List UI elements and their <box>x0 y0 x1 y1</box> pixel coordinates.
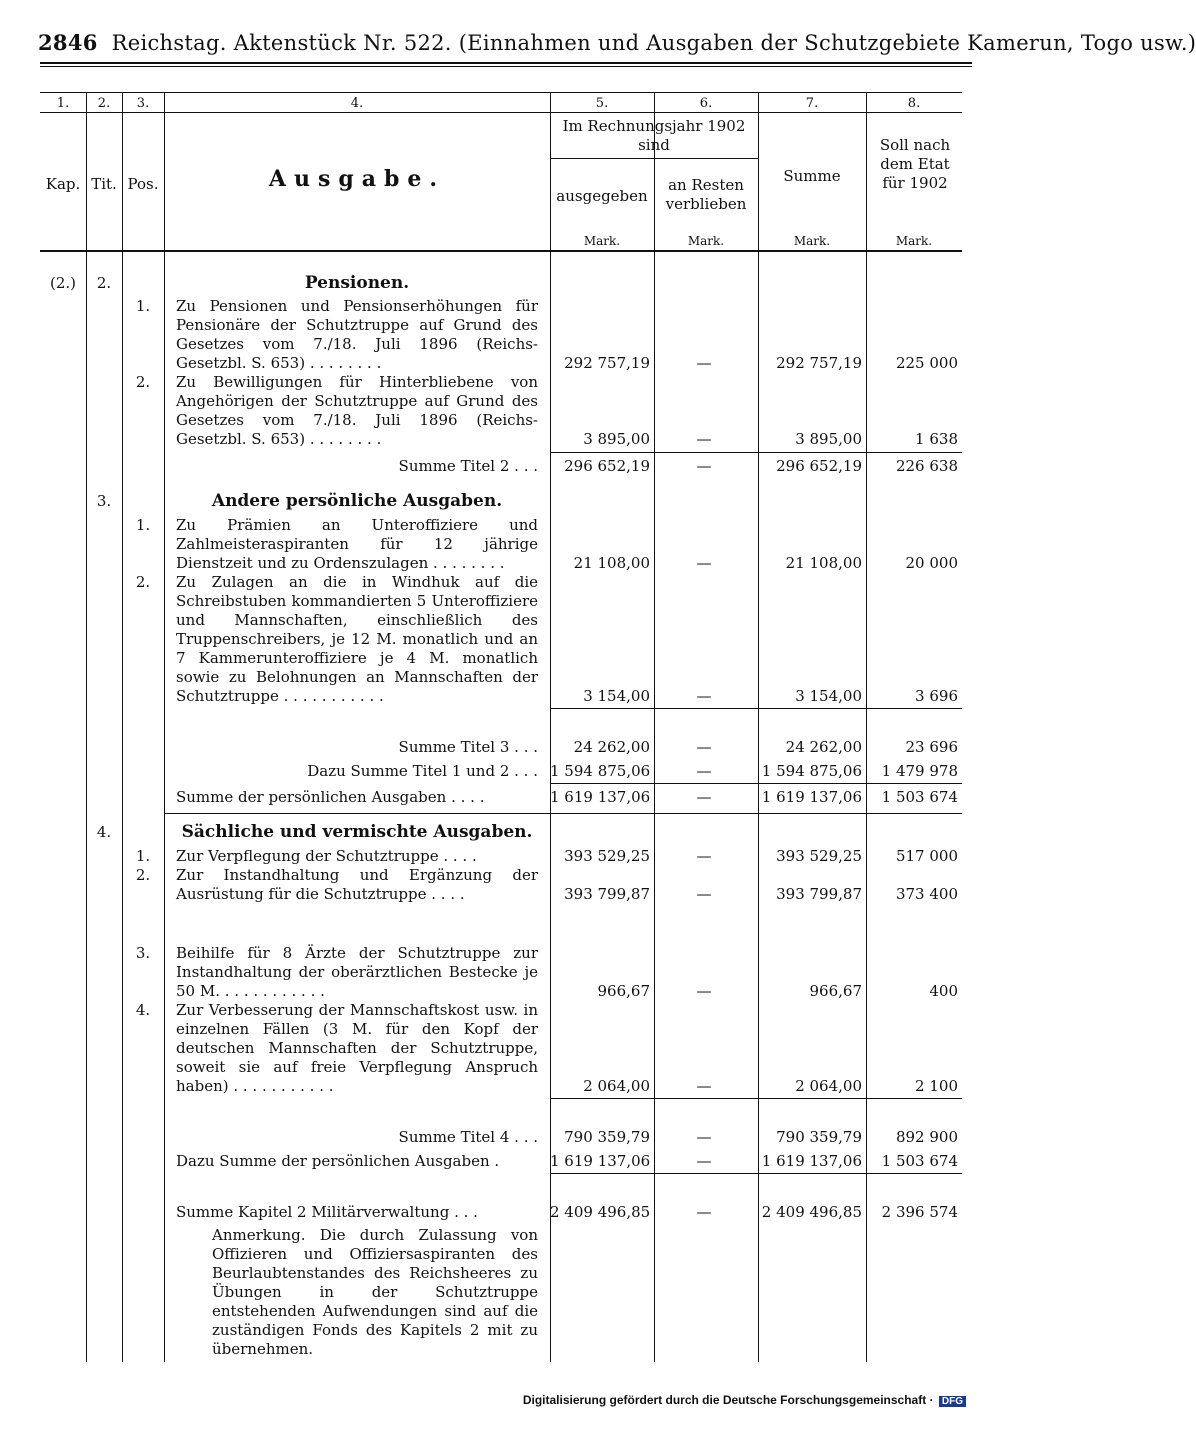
tit-2: 2. <box>96 274 112 292</box>
col-number-5: 5. <box>595 96 609 111</box>
r8-c6: — <box>696 1077 712 1095</box>
r5-c8: 517 000 <box>895 847 958 865</box>
summe-persoenliche-label: Summe der persönlichen Ausgaben . . . . <box>176 788 485 806</box>
footer-text: Digitalisierung gefördert durch die Deutsche Forschungsgemeinschaft <box>522 1393 927 1407</box>
pos-1a: 1. <box>135 297 151 315</box>
r1-c7: 292 757,19 <box>776 354 862 372</box>
r2-c6: — <box>696 430 712 448</box>
r3-c8: 20 000 <box>905 554 958 572</box>
r2-c7: 3 895,00 <box>795 430 862 448</box>
r5-c7: 393 529,25 <box>776 847 862 865</box>
section-saechliche: Sächliche und vermischte Ausgaben. <box>181 822 533 842</box>
row-zulagen-text: Zu Zulagen an die in Windhuk auf die Schreibstuben kommandierten 5 Unteroffiziere und Mannschaften, einschließlich des Truppenschreibers, je 12 M. monatlich und an 7 Kammerunteroffiziere je 4 M. monatlich sowie zu Belohnungen an Mannschaften der Schutztruppe . . . . . . . . . . . <box>176 573 538 705</box>
header-summe: Summe <box>783 167 841 185</box>
col-divider-4 <box>550 92 551 1362</box>
r2-c8: 1 638 <box>915 430 958 448</box>
row-hinterbliebene-text: Zu Bewilligungen für Hinterbliebene von Angehörigen der Schutztruppe auf Grund des Gesetzes vom 7./18. Juli 1896 (Reichs-Gesetzbl. S. 653) . . . . . . . . <box>176 373 538 448</box>
st4-c6: — <box>696 1128 712 1146</box>
r8-c8: 2 100 <box>915 1077 958 1095</box>
tit-4: 4. <box>96 823 112 841</box>
sum-rule-t4 <box>550 1098 962 1099</box>
dazu-titel-1-2-label: Dazu Summe Titel 1 und 2 . . . <box>307 762 538 780</box>
unit-col8: Mark. <box>895 234 933 248</box>
header-ausgabe: Ausgabe. <box>268 166 446 192</box>
row-pensionen-text: Zu Pensionen und Pensionserhöhungen für Pensionäre der Schutztruppe auf Grund des Gesetzes vom 7./18. Juli 1896 (Reichs-Gesetzbl. S. 653) . . . . . . . . <box>176 297 538 372</box>
r1-c8: 225 000 <box>895 354 958 372</box>
st3-c5: 24 262,00 <box>573 738 650 756</box>
r3-c5: 21 108,00 <box>573 554 650 572</box>
r6-c5: 393 799,87 <box>564 885 650 903</box>
section-andere: Andere persönliche Ausgaben. <box>211 491 503 511</box>
page-header <box>38 30 1196 55</box>
summe-titel-4-label: Summe Titel 4 . . . <box>398 1128 538 1146</box>
unit-col6: Mark. <box>687 234 725 248</box>
header-rule <box>40 62 972 64</box>
col-divider-6 <box>758 92 759 1362</box>
dazu-persoenliche-label: Dazu Summe der persönlichen Ausgaben . <box>176 1152 500 1170</box>
header-rule-thin <box>40 66 972 67</box>
r6-c8: 373 400 <box>895 885 958 903</box>
dazu12-c8: 1 479 978 <box>881 762 958 780</box>
footer-credit: Digitalisierung gefördert durch die Deutsche Forschungsgemeinschaft · DFG <box>523 1393 966 1407</box>
col-number-1: 1. <box>56 96 70 111</box>
dazu12-c6: — <box>696 762 712 780</box>
r4-c8: 3 696 <box>915 687 958 705</box>
row-instandhaltung-text: Zur Instandhaltung und Ergänzung der Ausrüstung für die Schutztruppe . . . . <box>176 866 538 903</box>
r3-c7: 21 108,00 <box>785 554 862 572</box>
st2-c5: 296 652,19 <box>564 457 650 475</box>
summe-titel-2-label: Summe Titel 2 . . . <box>398 457 538 475</box>
st2-c6: — <box>696 457 712 475</box>
header-soll: Soll nach dem Etat für 1902 <box>879 136 951 192</box>
pos-1b: 1. <box>135 516 151 534</box>
col-number-3: 3. <box>136 96 150 111</box>
sum-rule-t2 <box>550 452 962 453</box>
st3-c7: 24 262,00 <box>785 738 862 756</box>
r7-c6: — <box>696 982 712 1000</box>
tit-3: 3. <box>96 492 112 510</box>
row-mannschaftskost-text: Zur Verbesserung der Mannschaftskost usw. in einzelnen Fällen (3 M. für den Kopf der deutschen Mannschaften der Schutztruppe, soweit sie auf freie Verpflegung Anspruch haben) . . . . . . . . . . . <box>176 1001 538 1095</box>
r7-c8: 400 <box>929 982 958 1000</box>
page-number: 2846 <box>38 30 98 55</box>
spa-c5: 1 619 137,06 <box>550 788 651 806</box>
pos-4c: 4. <box>135 1001 151 1019</box>
anmerkung-text: Anmerkung. Die durch Zulassung von Offizieren und Offiziersaspiranten des Beurlaubtenstandes des Reichsheeres zu Übungen in der Schutztruppe entstehenden Aufwendungen sind auf die zuständigen Fonds des Kapitels 2 mit zu übernehmen. <box>212 1226 538 1358</box>
r2-c5: 3 895,00 <box>583 430 650 448</box>
col-divider-5 <box>654 92 655 1362</box>
dazu12-c7: 1 594 875,06 <box>761 762 862 780</box>
dazupa-c8: 1 503 674 <box>881 1152 958 1170</box>
summe-titel-3-label: Summe Titel 3 . . . <box>398 738 538 756</box>
sum-rule-pa <box>550 783 962 784</box>
pos-3c: 3. <box>135 944 151 962</box>
pos-2c: 2. <box>135 866 151 884</box>
row-verpflegung-text: Zur Verpflegung der Schutztruppe . . . . <box>176 847 477 865</box>
col-number-4: 4. <box>350 96 364 111</box>
col-number-8: 8. <box>907 96 921 111</box>
st4-c5: 790 359,79 <box>564 1128 650 1146</box>
col-divider-7 <box>866 92 867 1362</box>
dazu12-c5: 1 594 875,06 <box>550 762 651 780</box>
st3-c6: — <box>696 738 712 756</box>
kap-2: (2.) <box>49 274 76 292</box>
col-number-6: 6. <box>699 96 713 111</box>
summe-kapitel-label: Summe Kapitel 2 Militärverwaltung . . . <box>176 1203 478 1221</box>
col-number-7: 7. <box>805 96 819 111</box>
header-tit: Tit. <box>91 175 117 193</box>
skap-c5: 2 409 496,85 <box>550 1203 651 1221</box>
skap-c7: 2 409 496,85 <box>761 1203 862 1221</box>
st2-c8: 226 638 <box>895 457 958 475</box>
r4-c6: — <box>696 687 712 705</box>
r7-c7: 966,67 <box>809 982 862 1000</box>
r6-c6: — <box>696 885 712 903</box>
spa-c7: 1 619 137,06 <box>761 788 862 806</box>
r5-c5: 393 529,25 <box>564 847 650 865</box>
header-resten: an Resten verblieben <box>665 176 747 213</box>
sum-rule-t3 <box>550 708 962 709</box>
col-divider-2 <box>122 92 123 1362</box>
r4-c7: 3 154,00 <box>795 687 862 705</box>
unit-col5: Mark. <box>583 234 621 248</box>
table-top-rule <box>40 92 962 93</box>
header-text: Reichstag. Aktenstück Nr. 522. (Einnahmen und Ausgaben der Schutzgebiete Kamerun, Togo usw.) <box>111 31 1196 55</box>
st4-c7: 790 359,79 <box>776 1128 862 1146</box>
header-ausgegeben: ausgegeben <box>556 187 648 205</box>
st4-c8: 892 900 <box>895 1128 958 1146</box>
r1-c5: 292 757,19 <box>564 354 650 372</box>
pos-1c: 1. <box>135 847 151 865</box>
spa-c6: — <box>696 788 712 806</box>
r7-c5: 966,67 <box>597 982 650 1000</box>
st3-c8: 23 696 <box>905 738 958 756</box>
st2-c7: 296 652,19 <box>776 457 862 475</box>
skap-c8: 2 396 574 <box>881 1203 958 1221</box>
header-kap: Kap. <box>45 175 81 193</box>
r4-c5: 3 154,00 <box>583 687 650 705</box>
col-number-2: 2. <box>97 96 111 111</box>
r3-c6: — <box>696 554 712 572</box>
r1-c6: — <box>696 354 712 372</box>
r8-c5: 2 064,00 <box>583 1077 650 1095</box>
spa-c8: 1 503 674 <box>881 788 958 806</box>
skap-c6: — <box>696 1203 712 1221</box>
dfg-logo: DFG <box>939 1396 966 1407</box>
pos-2b: 2. <box>135 573 151 591</box>
section-pensionen: Pensionen. <box>304 273 410 293</box>
row-praemien-text: Zu Prämien an Unteroffiziere und Zahlmeisteraspiranten für 12 jährige Dienstzeit und zu Ordenszulagen . . . . . . . . <box>176 516 538 572</box>
header-pos: Pos. <box>127 175 159 193</box>
dazupa-c6: — <box>696 1152 712 1170</box>
sum-rule-kap <box>550 1173 962 1174</box>
dazupa-c7: 1 619 137,06 <box>761 1152 862 1170</box>
header-group: Im Rechnungsjahr 1902 sind <box>562 117 746 154</box>
row-beihilfe-text: Beihilfe für 8 Ärzte der Schutztruppe zur Instandhaltung der oberärztlichen Bestecke je 50 M. . . . . . . . . . . . <box>176 944 538 1000</box>
r8-c7: 2 064,00 <box>795 1077 862 1095</box>
r5-c6: — <box>696 847 712 865</box>
unit-col7: Mark. <box>793 234 831 248</box>
pos-2a: 2. <box>135 373 151 391</box>
r6-c7: 393 799,87 <box>776 885 862 903</box>
section-rule-4 <box>164 813 962 814</box>
dazupa-c5: 1 619 137,06 <box>550 1152 651 1170</box>
